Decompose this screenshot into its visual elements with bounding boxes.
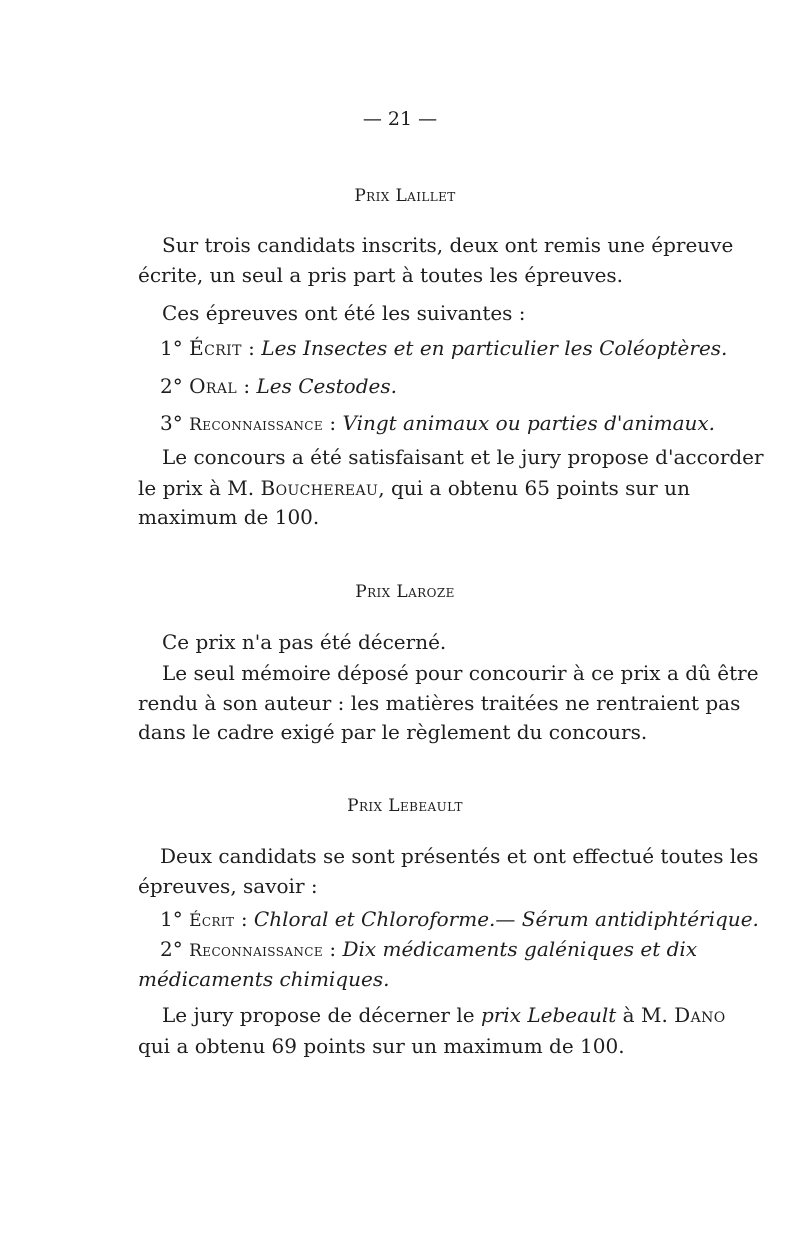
list-separator: : bbox=[241, 336, 262, 360]
prize-name: prix Lebeault bbox=[480, 1003, 617, 1027]
list-separator: : bbox=[323, 937, 343, 961]
paragraph-line: Ce prix n'a pas été décerné. bbox=[162, 630, 447, 654]
paragraph-line: maximum de 100. bbox=[138, 505, 320, 529]
section-title-prix-lebeault: Prix Lebeault bbox=[347, 796, 463, 816]
paragraph-line: Ces épreuves ont été les suivantes : bbox=[162, 301, 526, 325]
paragraph-line: Le seul mémoire déposé pour concourir à ce prix a dû être bbox=[162, 661, 759, 685]
list-subject: Chloral et Chloroforme.— Sérum antidiphtérique. bbox=[253, 907, 759, 931]
list-item-ecrit bbox=[160, 334, 727, 362]
list-number: 2° bbox=[160, 937, 183, 961]
laureate-name: Bouchereau bbox=[260, 476, 379, 500]
list-label: Oral bbox=[189, 374, 238, 398]
section-title-prix-laillet: Prix Laillet bbox=[354, 186, 456, 206]
list-item-ecrit bbox=[160, 905, 759, 935]
list-number: 3° bbox=[160, 411, 183, 435]
list-subject: Les Insectes et en particulier les Coléoptères. bbox=[261, 336, 728, 360]
paragraph-line: Le concours a été satisfaisant et le jury propose d'accorder bbox=[162, 445, 764, 469]
section-title-prix-laroze: Prix Laroze bbox=[355, 582, 455, 602]
list-item-oral bbox=[160, 372, 397, 400]
page-number: — 21 — bbox=[362, 108, 438, 130]
list-subject: Dix médicaments galéniques et dix bbox=[342, 937, 698, 961]
list-label: Écrit bbox=[189, 336, 242, 360]
list-number: 2° bbox=[160, 374, 183, 398]
paragraph-line: Sur trois candidats inscrits, deux ont remis une épreuve bbox=[162, 233, 734, 257]
paragraph-line: dans le cadre exigé par le règlement du concours. bbox=[138, 720, 648, 744]
paragraph-line: épreuves, savoir : bbox=[138, 874, 318, 898]
paragraph-line: Deux candidats se sont présentés et ont effectué toutes les bbox=[160, 844, 759, 868]
list-number: 1° bbox=[160, 907, 183, 931]
list-subject: Les Cestodes. bbox=[256, 374, 397, 398]
paragraph-line: Le jury propose de décerner le prix Lebeault à M. Dano bbox=[162, 1003, 726, 1027]
paragraph-line: écrite, un seul a pris part à toutes les épreuves. bbox=[138, 263, 624, 287]
paragraph-line: qui a obtenu 69 points sur un maximum de 100. bbox=[138, 1034, 625, 1058]
list-subject: Vingt animaux ou parties d'animaux. bbox=[342, 411, 716, 435]
list-label: Écrit bbox=[189, 911, 235, 931]
list-separator: : bbox=[234, 907, 254, 931]
paragraph-line: médicaments chimiques. bbox=[138, 967, 390, 991]
list-separator: : bbox=[237, 374, 257, 398]
list-label: Reconnaissance bbox=[189, 941, 324, 961]
paragraph-line: le prix à M. Bouchereau, qui a obtenu 65 points sur un bbox=[138, 476, 690, 500]
laureate-name: Dano bbox=[674, 1003, 726, 1027]
list-item-reconnaissance bbox=[160, 409, 715, 439]
paragraph-line: rendu à son auteur : les matières traitées ne rentraient pas bbox=[138, 691, 741, 715]
list-separator: : bbox=[323, 411, 343, 435]
list-item-reconnaissance bbox=[160, 935, 697, 965]
list-number: 1° bbox=[160, 336, 183, 360]
list-label: Reconnaissance bbox=[189, 415, 324, 435]
